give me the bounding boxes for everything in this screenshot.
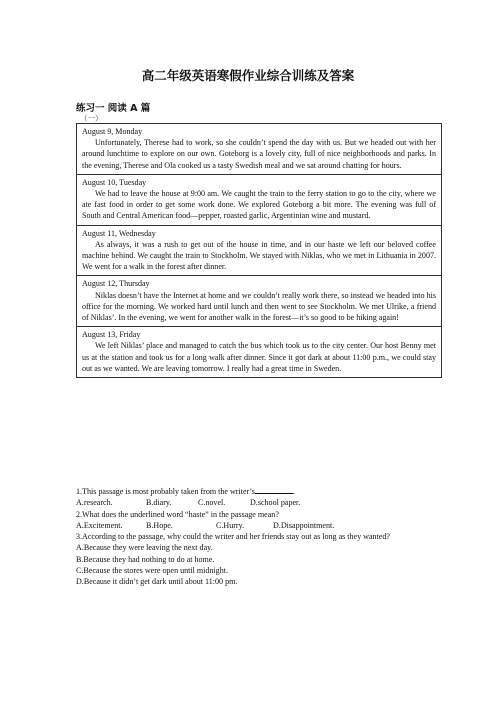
question-3: 3.According to the passage, why could the writer and her friends stay out as long as they wanted? xyxy=(76,532,390,542)
answer-blank xyxy=(255,485,293,494)
entry-date: August 11, Wednesday xyxy=(82,228,156,238)
diary-entry xyxy=(77,326,441,377)
question-2: 2.What does the underlined word “haste” in the passage mean? xyxy=(76,509,279,519)
diary-entry xyxy=(77,225,441,276)
option-a: A.Because they were leaving the next day. xyxy=(76,543,213,553)
entry-text: Niklas doesn’t have the Internet at home and we couldn’t really work there, so instead we headed into his office for the morning. We worked hard until lunch and then went to see Stockholm. We met Ulrike, a friend of Niklas’. In the evening, we went for another walk in the forest—it’s so good to be hiking again! xyxy=(82,290,436,323)
question-1-end: . xyxy=(292,487,295,496)
option-c: C.Because the stores were open until midnight. xyxy=(76,566,228,576)
section-heading: 练习一 阅读 A 篇 xyxy=(76,103,151,114)
question-list xyxy=(76,485,456,588)
question-1-text: 1.This passage is most probably taken from the writer’s xyxy=(76,487,255,496)
diary-entry xyxy=(77,124,441,174)
entry-text: As always, it was a rush to get out of the house in time, and in our haste we left our beloved coffee machine behind. We caught the train to Stockholm. We stayed with Niklas, who we met in Lithuania in 2007. We went for a walk in the forest after dinner. xyxy=(82,239,436,272)
diary-entry xyxy=(77,174,441,225)
option-b: B.Because they had nothing to do at home. xyxy=(76,554,215,564)
entry-date: August 9, Monday xyxy=(82,127,143,136)
question-2-options xyxy=(76,520,456,531)
question-1-options xyxy=(76,497,456,508)
question-1 xyxy=(76,485,456,497)
entry-date: August 12, Thursday xyxy=(82,279,150,289)
page-title: 高二年级英语寒假作业综合训练及答案 xyxy=(141,68,355,83)
entry-date: August 10, Tuesday xyxy=(82,177,147,187)
option-c: C.novel. xyxy=(198,498,226,508)
entry-text: We left Niklas’ place and managed to catch the bus which took us to the city center. Our host Benny met us at the station and took us for a long walk after dinner. Since it got dark at about 11:00 p.m., we could stay out as we wanted. We are leaving tomorrow. I really had a great time in Sweden. xyxy=(82,341,436,373)
diary-table xyxy=(76,123,442,378)
option-b: B.Hope. xyxy=(146,520,173,530)
option-d: D.school paper. xyxy=(250,498,301,508)
subsection-label: （一） xyxy=(80,114,103,123)
entry-text: We had to leave the house at 9:00 am. We caught the train to the ferry station to go to the city, where we ate fast food in order to get some work done. We explored Goteborg a bit more. The evening was full of South and Central American food—pepper, roasted garlic, Argentinian wine and mustard. xyxy=(82,189,436,221)
option-c: C.Hurry. xyxy=(216,520,245,530)
option-d: D.Disappointment. xyxy=(273,520,335,530)
diary-entry xyxy=(77,275,441,326)
option-a: A.research. xyxy=(76,498,113,508)
option-b: B.diary. xyxy=(146,498,172,508)
option-a: A.Excitement. xyxy=(76,520,123,530)
entry-text: Unfortunately, Therese had to work, so she couldn’t spend the day with us. But we headed out with her around lunchtime to explore on our own. Goteborg is a lovely city, full of nice neighborhoods and parks. In the evening, Therese and Ola cooked us a tasty Swedish meal and we sat around chatting for hours. xyxy=(82,138,436,170)
option-d: D.Because it didn’t get dark until about 11:00 pm. xyxy=(76,577,238,587)
entry-date: August 13, Friday xyxy=(82,330,141,340)
